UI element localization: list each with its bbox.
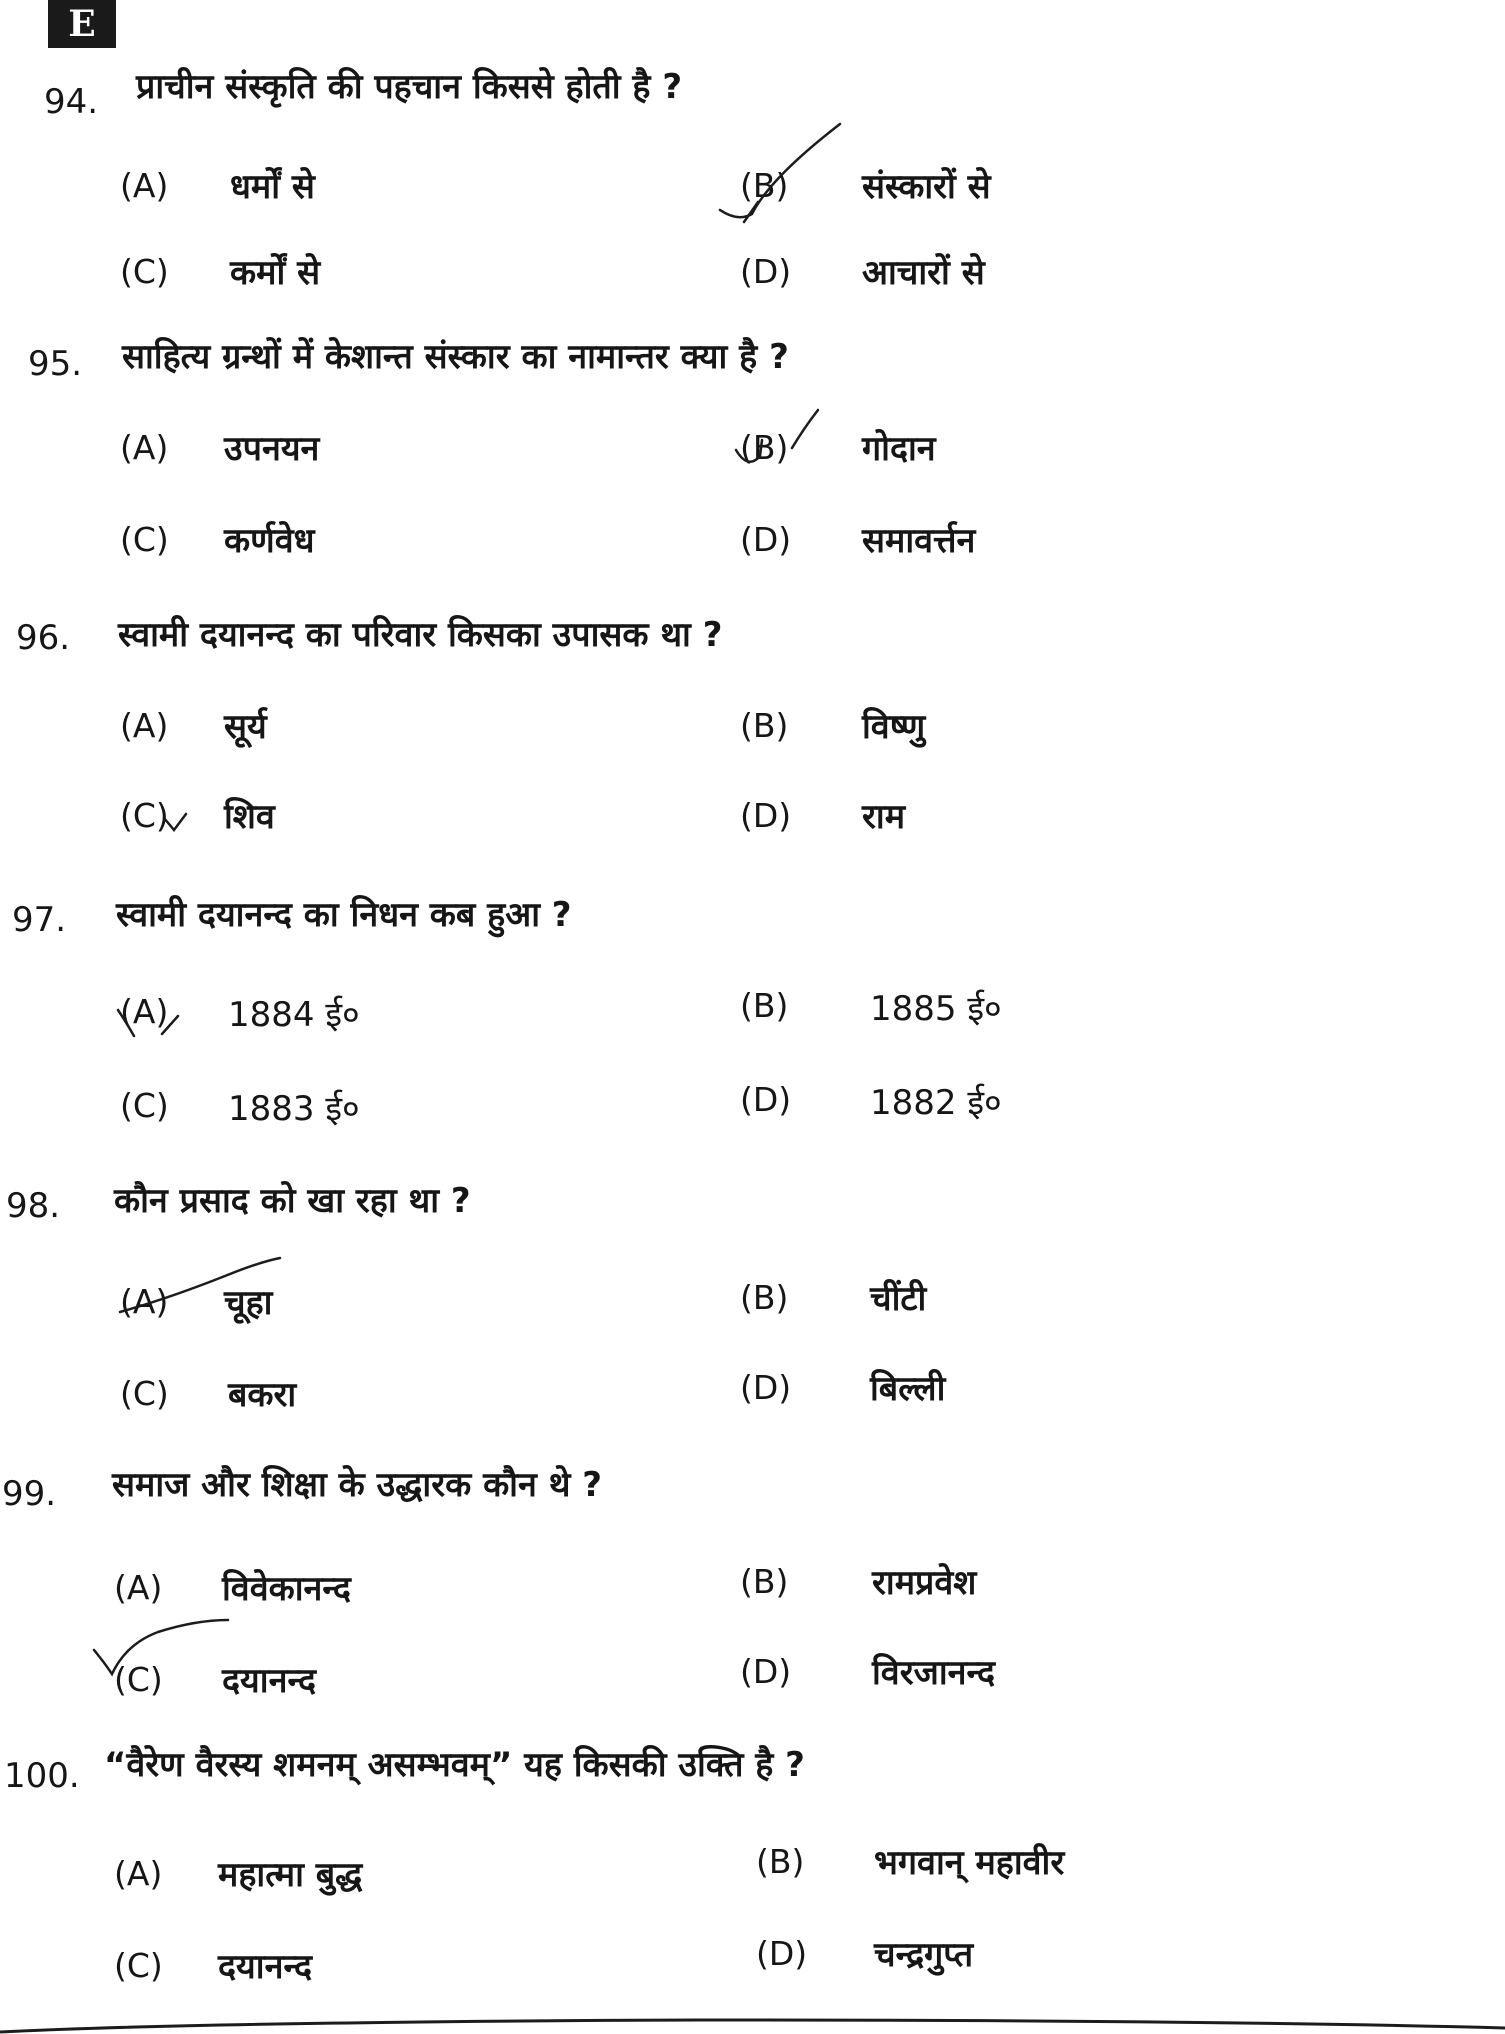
option-letter: (A) [120, 992, 169, 1031]
option-letter: (D) [756, 1934, 808, 1973]
option-letter: (D) [740, 1080, 792, 1119]
option-text: समावर्त्तन [862, 521, 976, 561]
question-text: स्वामी दयानन्द का निधन कब हुआ ? [116, 895, 572, 935]
option-text: रामप्रवेश [872, 1563, 977, 1603]
option-text: बकरा [228, 1375, 297, 1415]
option-text: सूर्य [224, 707, 267, 747]
option-letter: (B) [756, 1842, 805, 1881]
option-text: कर्णवेध [224, 521, 315, 561]
option-letter: (C) [114, 1946, 163, 1985]
question-99 [0, 1462, 1505, 1742]
option-letter: (A) [114, 1568, 163, 1607]
option-letter: (D) [740, 1652, 792, 1691]
option-text: 1884 ई० [228, 995, 360, 1035]
option-letter: (A) [114, 1854, 163, 1893]
tick-mark-icon [112, 996, 192, 1046]
option-letter: (C) [120, 796, 169, 835]
option-text: संस्कारों से [862, 167, 991, 207]
option-text: आचारों से [862, 253, 985, 293]
question-number: 100. [4, 1756, 80, 1796]
option-letter: (C) [120, 1086, 169, 1125]
option-letter: (A) [120, 428, 169, 467]
option-letter: (A) [120, 1282, 169, 1321]
set-badge: E [48, 0, 116, 48]
option-letter: (D) [740, 252, 792, 291]
option-letter: (C) [114, 1660, 163, 1699]
option-text: उपनयन [224, 429, 320, 469]
question-100 [0, 1740, 1505, 2020]
option-letter: (B) [740, 166, 789, 205]
tick-mark-icon [86, 1618, 236, 1688]
option-text: विरजानन्द [872, 1653, 996, 1693]
option-letter: (B) [740, 1562, 789, 1601]
option-letter: (C) [120, 520, 169, 559]
option-letter: (B) [740, 706, 789, 745]
option-letter: (B) [740, 986, 789, 1025]
option-text: दयानन्द [222, 1661, 317, 1701]
option-letter: (B) [740, 428, 789, 467]
question-97 [0, 892, 1505, 1172]
option-text: चींटी [870, 1279, 927, 1319]
question-text: स्वामी दयानन्द का परिवार किसका उपासक था ? [118, 615, 723, 655]
tick-mark-icon [158, 800, 198, 840]
option-text: विष्णु [862, 707, 926, 747]
option-letter: (D) [740, 796, 792, 835]
option-text: गोदान [862, 429, 936, 469]
question-number: 96. [16, 618, 71, 658]
option-text: चूहा [224, 1283, 273, 1323]
option-text: चन्द्रगुप्त [874, 1935, 974, 1975]
question-text: प्राचीन संस्कृति की पहचान किससे होती है ? [136, 67, 683, 107]
option-letter: (D) [740, 1368, 792, 1407]
option-letter: (A) [120, 706, 169, 745]
option-text: महात्मा बुद्ध [218, 1855, 363, 1895]
option-text: शिव [224, 797, 275, 837]
option-letter: (C) [120, 1374, 169, 1413]
option-text: धर्मों से [230, 167, 315, 207]
question-95 [0, 334, 1505, 614]
option-letter: (B) [740, 1278, 789, 1317]
option-text: भगवान् महावीर [874, 1843, 1065, 1883]
question-number: 97. [12, 900, 67, 940]
option-letter: (D) [740, 520, 792, 559]
question-96 [0, 612, 1505, 892]
page-footer-rule [0, 2016, 1505, 2034]
option-letter: (A) [120, 166, 169, 205]
option-letter: (C) [120, 252, 169, 291]
option-text: राम [862, 797, 906, 837]
option-text: विवेकानन्द [222, 1569, 351, 1609]
question-text: समाज और शिक्षा के उद्धारक कौन थे ? [112, 1465, 602, 1505]
option-text: 1883 ई० [228, 1089, 360, 1129]
question-number: 99. [2, 1474, 57, 1514]
tick-mark-icon [700, 118, 850, 228]
option-text: बिल्ली [870, 1369, 946, 1409]
question-text: “वैरेण वैरस्य शमनम् असम्भवम्” यह किसकी उक्ति है ? [104, 1745, 805, 1785]
question-number: 95. [28, 344, 83, 384]
option-text: 1882 ई० [870, 1083, 1002, 1123]
option-text: कर्मों से [230, 253, 321, 293]
option-text: दयानन्द [218, 1947, 313, 1987]
tick-mark-icon [722, 404, 832, 474]
question-number: 94. [44, 82, 99, 122]
strike-mark-icon [110, 1254, 290, 1324]
question-text: साहित्य ग्रन्थों में केशान्त संस्कार का नामान्तर क्या है ? [122, 337, 789, 377]
question-text: कौन प्रसाद को खा रहा था ? [114, 1181, 471, 1221]
option-text: 1885 ई० [870, 989, 1002, 1029]
question-number: 98. [6, 1186, 61, 1226]
